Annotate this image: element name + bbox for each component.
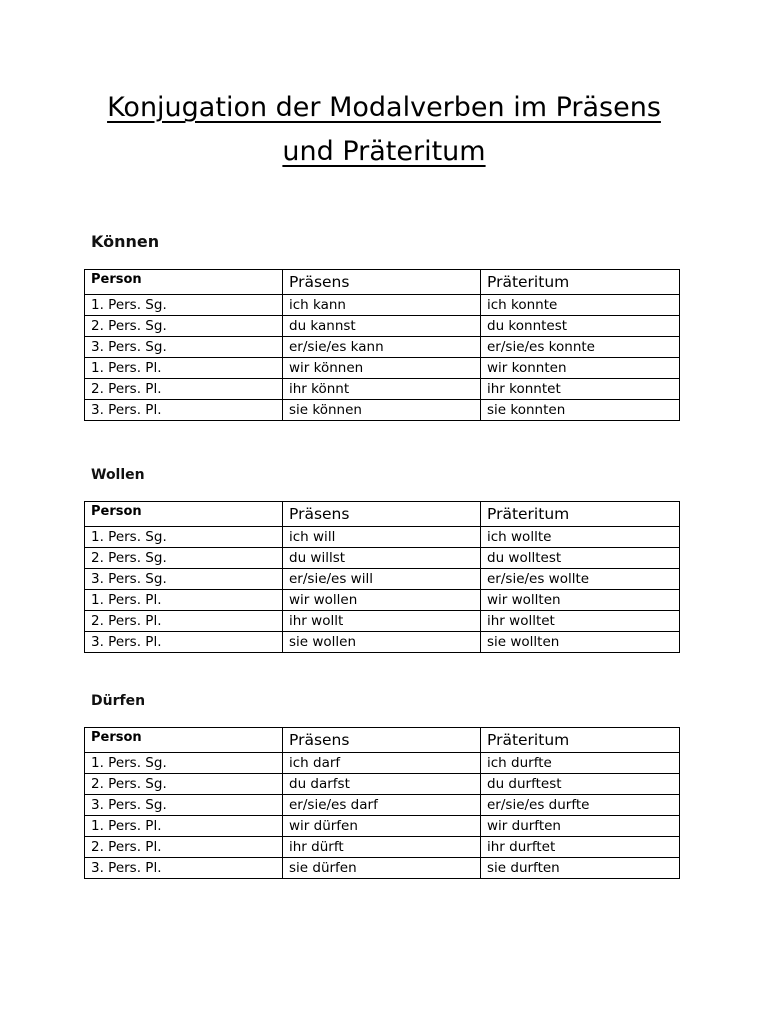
table-row — [85, 774, 680, 795]
cell-praesens: wir wollen — [283, 590, 481, 611]
column-header-person: Person — [85, 270, 283, 295]
cell-praesens: ihr dürft — [283, 837, 481, 858]
table-header-row — [85, 728, 680, 753]
cell-praeteritum: ich wollte — [481, 527, 680, 548]
cell-praeteritum: ich konnte — [481, 295, 680, 316]
page-title — [0, 86, 768, 174]
cell-person: 1. Pers. Pl. — [85, 816, 283, 837]
table-row — [85, 295, 680, 316]
column-header-praesens: Präsens — [283, 270, 481, 295]
cell-praeteritum: sie konnten — [481, 400, 680, 421]
table-row — [85, 816, 680, 837]
cell-praesens: ich kann — [283, 295, 481, 316]
cell-person: 1. Pers. Pl. — [85, 358, 283, 379]
conjugation-table-duerfen — [84, 727, 680, 879]
column-header-person: Person — [85, 502, 283, 527]
cell-person: 1. Pers. Sg. — [85, 527, 283, 548]
cell-praeteritum: sie wollten — [481, 632, 680, 653]
table-row — [85, 632, 680, 653]
cell-praesens: ich darf — [283, 753, 481, 774]
section-heading-koennen: Können — [91, 232, 160, 251]
table-row — [85, 316, 680, 337]
cell-praesens: du kannst — [283, 316, 481, 337]
cell-praeteritum: wir wollten — [481, 590, 680, 611]
cell-person: 2. Pers. Pl. — [85, 611, 283, 632]
table-row — [85, 337, 680, 358]
cell-praesens: er/sie/es kann — [283, 337, 481, 358]
cell-praeteritum: wir konnten — [481, 358, 680, 379]
cell-praesens: sie wollen — [283, 632, 481, 653]
table-header-row — [85, 270, 680, 295]
cell-praesens: ihr könnt — [283, 379, 481, 400]
table-row — [85, 837, 680, 858]
cell-person: 2. Pers. Pl. — [85, 379, 283, 400]
cell-praesens: ihr wollt — [283, 611, 481, 632]
cell-praeteritum: er/sie/es wollte — [481, 569, 680, 590]
cell-praesens: wir können — [283, 358, 481, 379]
table-row — [85, 569, 680, 590]
table-row — [85, 590, 680, 611]
cell-praeteritum: ihr durftet — [481, 837, 680, 858]
cell-praesens: sie dürfen — [283, 858, 481, 879]
table-row — [85, 753, 680, 774]
cell-person: 3. Pers. Pl. — [85, 632, 283, 653]
section-heading-duerfen: Dürfen — [91, 693, 146, 709]
column-header-praesens: Präsens — [283, 502, 481, 527]
column-header-person: Person — [85, 728, 283, 753]
cell-praesens: du willst — [283, 548, 481, 569]
cell-person: 2. Pers. Pl. — [85, 837, 283, 858]
cell-person: 2. Pers. Sg. — [85, 316, 283, 337]
cell-praesens: ich will — [283, 527, 481, 548]
conjugation-table-koennen — [84, 269, 680, 421]
cell-person: 2. Pers. Sg. — [85, 774, 283, 795]
section-heading-wollen: Wollen — [91, 467, 145, 483]
cell-praeteritum: ihr konntet — [481, 379, 680, 400]
column-header-praeteritum: Präteritum — [481, 502, 680, 527]
cell-person: 3. Pers. Sg. — [85, 795, 283, 816]
table-row — [85, 527, 680, 548]
column-header-praeteritum: Präteritum — [481, 728, 680, 753]
cell-person: 3. Pers. Sg. — [85, 569, 283, 590]
column-header-praesens: Präsens — [283, 728, 481, 753]
cell-person: 3. Pers. Pl. — [85, 400, 283, 421]
cell-person: 3. Pers. Pl. — [85, 858, 283, 879]
cell-praeteritum: er/sie/es durfte — [481, 795, 680, 816]
cell-praesens: er/sie/es will — [283, 569, 481, 590]
cell-praeteritum: sie durften — [481, 858, 680, 879]
cell-praeteritum: ihr wolltet — [481, 611, 680, 632]
table-row — [85, 858, 680, 879]
table-header-row — [85, 502, 680, 527]
cell-person: 3. Pers. Sg. — [85, 337, 283, 358]
cell-praeteritum: ich durfte — [481, 753, 680, 774]
cell-person: 1. Pers. Sg. — [85, 295, 283, 316]
cell-praesens: sie können — [283, 400, 481, 421]
cell-person: 1. Pers. Sg. — [85, 753, 283, 774]
cell-praeteritum: du konntest — [481, 316, 680, 337]
cell-praesens: wir dürfen — [283, 816, 481, 837]
page-title-line-2: und Präteritum — [282, 136, 486, 167]
cell-praeteritum: wir durften — [481, 816, 680, 837]
table-row — [85, 379, 680, 400]
cell-praeteritum: du durftest — [481, 774, 680, 795]
cell-praeteritum: du wolltest — [481, 548, 680, 569]
table-row — [85, 611, 680, 632]
cell-person: 1. Pers. Pl. — [85, 590, 283, 611]
cell-praesens: du darfst — [283, 774, 481, 795]
table-row — [85, 358, 680, 379]
table-row — [85, 795, 680, 816]
cell-praeteritum: er/sie/es konnte — [481, 337, 680, 358]
conjugation-table-wollen — [84, 501, 680, 653]
page-title-line-1: Konjugation der Modalverben im Präsens — [107, 92, 661, 123]
cell-person: 2. Pers. Sg. — [85, 548, 283, 569]
column-header-praeteritum: Präteritum — [481, 270, 680, 295]
cell-praesens: er/sie/es darf — [283, 795, 481, 816]
table-row — [85, 548, 680, 569]
table-row — [85, 400, 680, 421]
